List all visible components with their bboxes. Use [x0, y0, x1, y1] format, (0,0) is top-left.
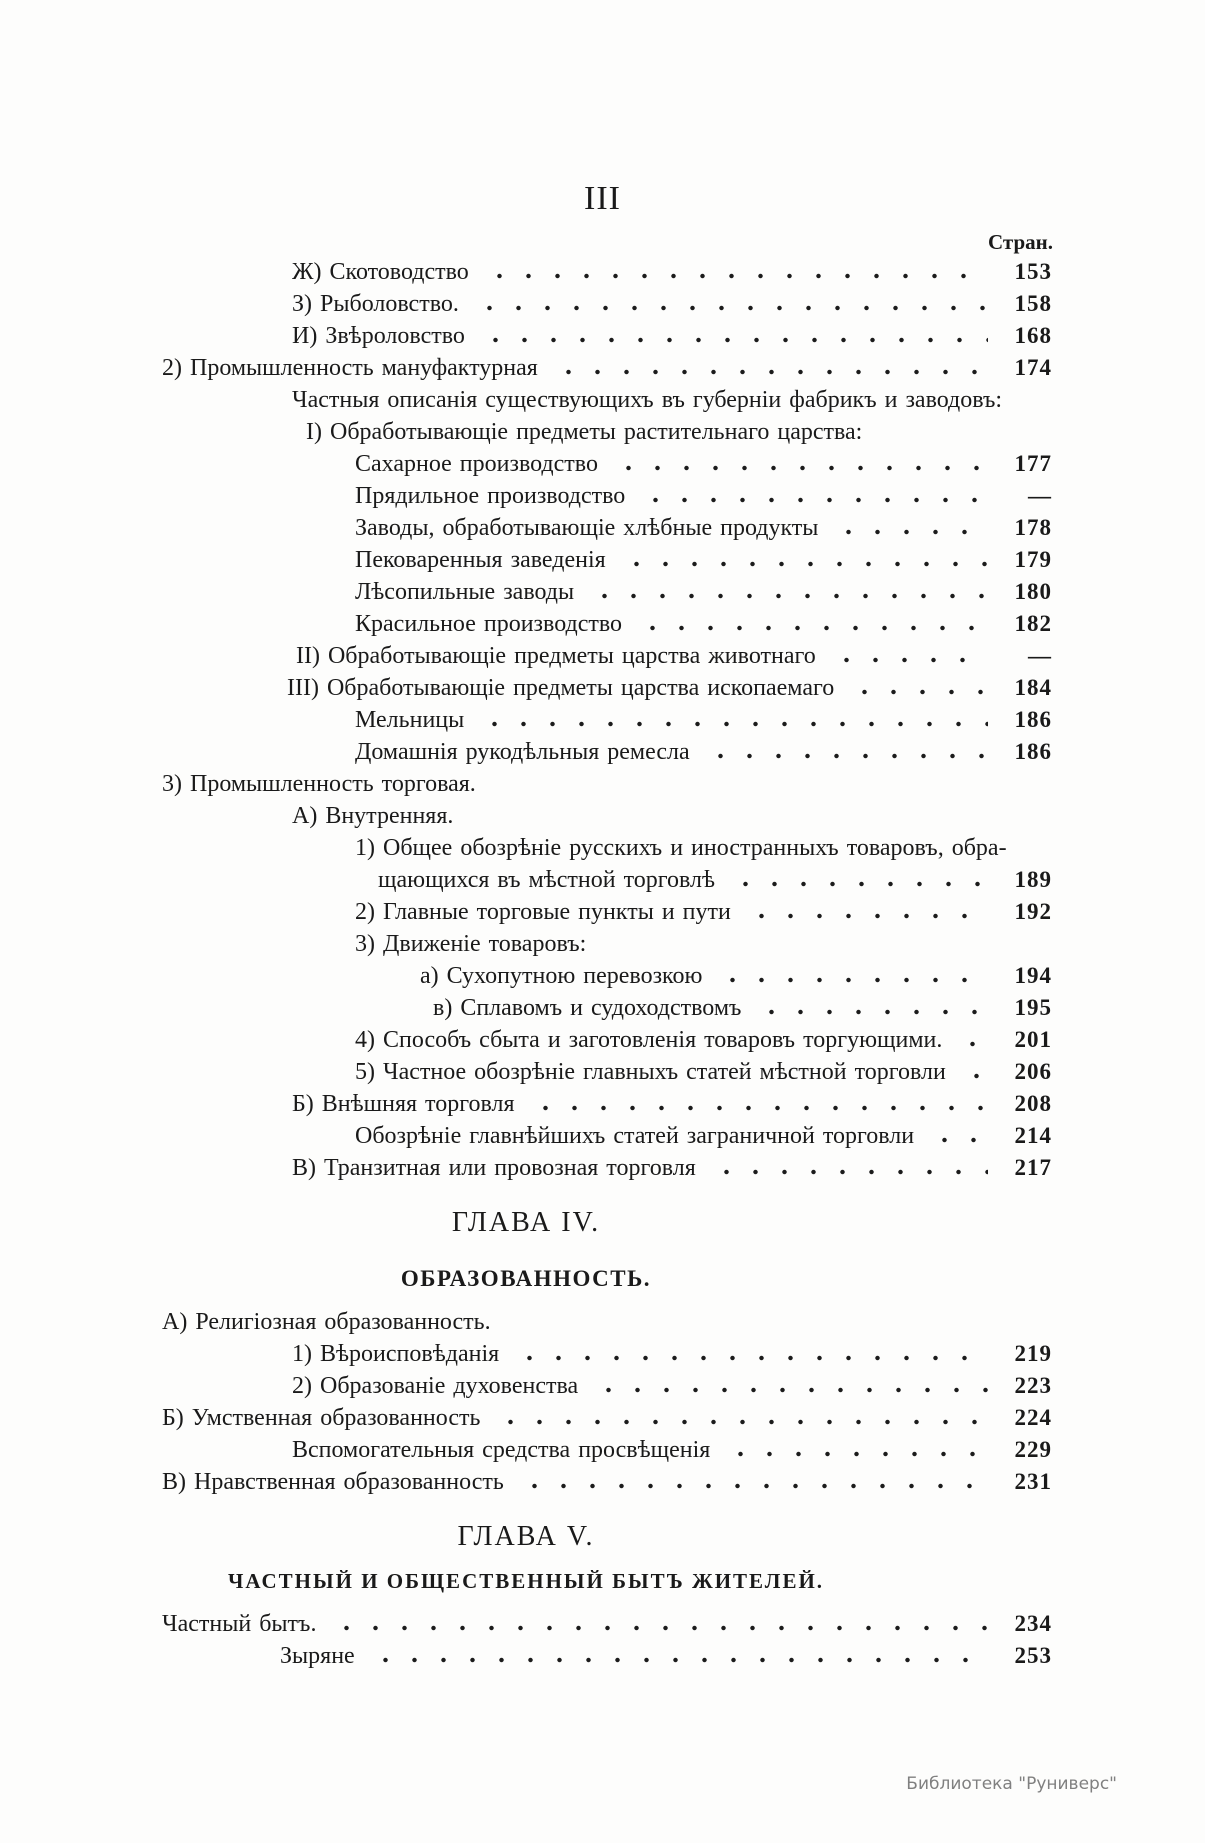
toc-row — [0, 1434, 1052, 1466]
page-number: 201 — [1014, 1027, 1052, 1052]
toc-row — [0, 1338, 1052, 1370]
toc-row — [0, 1640, 1052, 1672]
toc-entry-label: 3) Промышленность торговая. — [162, 771, 476, 797]
dot-leader — [328, 1608, 988, 1640]
dot-leader — [708, 1152, 988, 1184]
toc-row — [0, 1088, 1052, 1120]
toc-row — [0, 864, 1052, 896]
toc-entry-label: А) Религіозная образованность. — [162, 1309, 491, 1335]
dot-leader — [702, 736, 988, 768]
toc-entry-label: Вспомогательныя средства просвѣщенія — [292, 1437, 711, 1463]
toc-entry-label: 2) Промышленность мануфактурная — [162, 355, 538, 381]
toc-entry-label: Пековаренныя заведенія — [355, 547, 606, 573]
dot-leader — [492, 1402, 988, 1434]
dot-leader — [610, 448, 988, 480]
toc-entry-label: Б) Внѣшняя торговля — [292, 1091, 515, 1117]
toc-entry-label: Б) Умственная образованность — [162, 1405, 481, 1431]
page-number: — — [1028, 643, 1052, 668]
toc-entry-label: В) Транзитная или провозная торговля — [292, 1155, 696, 1181]
page-number: 253 — [1014, 1643, 1052, 1668]
page-number: 180 — [1014, 579, 1052, 604]
dot-leader — [477, 320, 988, 352]
toc-row — [0, 480, 1052, 512]
toc-entry-label: щающихся въ мѣстной торговлѣ — [378, 867, 716, 893]
toc-row — [0, 448, 1052, 480]
toc-entry-label: II) Обработывающіе предметы царства животнаго — [296, 643, 816, 669]
dot-leader — [511, 1338, 988, 1370]
dot-leader — [476, 704, 988, 736]
toc-row — [0, 512, 1052, 544]
toc-row — [0, 960, 1052, 992]
toc-entry-label: Заводы, обработывающіе хлѣбные продукты — [355, 515, 819, 541]
toc-row — [0, 544, 1052, 576]
page-number: 231 — [1014, 1469, 1052, 1494]
toc-row — [0, 736, 1052, 768]
toc-entry-label: Лѣсопильные заводы — [355, 579, 575, 605]
dot-leader — [958, 1056, 988, 1088]
toc-row — [0, 608, 1052, 640]
page-number: 192 — [1014, 899, 1052, 924]
page-number: 177 — [1014, 451, 1052, 476]
toc-entry-label: 4) Способъ сбыта и заготовленія товаровъ торгующими. — [355, 1027, 943, 1053]
page-number: 224 — [1014, 1405, 1052, 1430]
toc-entry-label: Частный бытъ. — [162, 1611, 317, 1637]
toc-row — [0, 1402, 1052, 1434]
toc-entry-label: Прядильное производство — [355, 483, 626, 509]
toc-row — [0, 576, 1052, 608]
toc-entry-label: И) Звѣроловство — [292, 323, 465, 349]
page-number: 186 — [1014, 739, 1052, 764]
toc-entry-label: 2) Образованіе духовенства — [292, 1373, 579, 1399]
page-column-header: Стран. — [988, 230, 1053, 254]
toc-entry-label: 1) Вѣроисповѣданія — [292, 1341, 500, 1367]
page-number: 153 — [1014, 259, 1052, 284]
section-heading: ЧАСТНЫЙ И ОБЩЕСТВЕННЫЙ БЫТЪ ЖИТЕЛЕЙ. — [227, 1569, 825, 1593]
toc-entry-label: А) Внутренняя. — [292, 803, 454, 829]
toc-entry-label: Сахарное производство — [355, 451, 598, 477]
toc-entry-label: Обозрѣніе главнѣйшихъ статей заграничной торговли — [355, 1123, 915, 1149]
toc-entry-label: З) Рыболовство. — [292, 291, 459, 317]
toc-entry-label: Ж) Скотоводство — [292, 259, 469, 285]
toc-row — [0, 352, 1052, 384]
page-number: 174 — [1014, 355, 1052, 380]
dot-leader — [590, 1370, 988, 1402]
toc-row — [0, 896, 1052, 928]
toc-row — [0, 1056, 1052, 1088]
page-number: 178 — [1014, 515, 1052, 540]
toc-entry-label: 2) Главные торговые пункты и пути — [355, 899, 731, 925]
page-number: — — [1028, 483, 1052, 508]
toc-entry-label: а) Сухопутною перевозкою — [420, 963, 703, 989]
toc-row — [0, 416, 1052, 448]
toc-row — [0, 1466, 1052, 1498]
dot-leader — [481, 256, 988, 288]
toc-row — [0, 1306, 1052, 1338]
dot-leader — [637, 480, 988, 512]
toc-row — [0, 832, 1052, 864]
chapter-heading: ГЛАВА IV. — [451, 1207, 601, 1238]
toc-row — [0, 928, 1052, 960]
toc-entry-label: Красильное производство — [355, 611, 623, 637]
toc-row — [0, 1120, 1052, 1152]
toc-entry-label: В) Нравственная образованность — [162, 1469, 504, 1495]
toc-entry-label: Частныя описанія существующихъ въ губерніи фабрикъ и заводовъ: — [292, 387, 1003, 413]
dot-leader — [714, 960, 988, 992]
toc-row — [0, 256, 1052, 288]
dot-leader — [722, 1434, 988, 1466]
toc-entry-label: 1) Общее обозрѣніе русскихъ и иностранныхъ товаровъ, обра- — [355, 835, 1007, 861]
page-number: 208 — [1014, 1091, 1052, 1116]
toc-row — [0, 640, 1052, 672]
toc-row — [0, 704, 1052, 736]
toc-row — [0, 320, 1052, 352]
toc-entry-label: Мельницы — [355, 707, 465, 733]
page-number: 186 — [1014, 707, 1052, 732]
dot-leader — [550, 352, 988, 384]
toc-entry-label: I) Обработывающіе предметы растительнаго царства: — [306, 419, 863, 445]
page-number: 179 — [1014, 547, 1052, 572]
dot-leader — [586, 576, 988, 608]
library-watermark: Библиотека "Руниверс" — [906, 1774, 1117, 1794]
dot-leader — [828, 640, 988, 672]
page-number: 223 — [1014, 1373, 1052, 1398]
page-number: 229 — [1014, 1437, 1052, 1462]
dot-leader — [846, 672, 988, 704]
toc-entry-label: 5) Частное обозрѣніе главныхъ статей мѣстной торговли — [355, 1059, 946, 1085]
toc-entry-label: в) Сплавомъ и судоходствомъ — [433, 995, 742, 1021]
page-folio: III — [584, 180, 621, 217]
dot-leader — [618, 544, 988, 576]
chapter-heading: ГЛАВА V. — [457, 1521, 595, 1552]
toc-list — [0, 256, 1052, 1672]
dot-leader — [471, 288, 988, 320]
dot-leader — [527, 1088, 988, 1120]
toc-row — [0, 672, 1052, 704]
dot-leader — [634, 608, 988, 640]
dot-leader — [516, 1466, 988, 1498]
page-number: 219 — [1014, 1341, 1052, 1366]
toc-row — [0, 1608, 1052, 1640]
page-number: 217 — [1014, 1155, 1052, 1180]
toc-row — [0, 288, 1052, 320]
dot-leader — [743, 896, 988, 928]
toc-row — [0, 1152, 1052, 1184]
toc-row — [0, 1370, 1052, 1402]
dot-leader — [830, 512, 988, 544]
page-number: 168 — [1014, 323, 1052, 348]
page-number: 158 — [1014, 291, 1052, 316]
page-number: 189 — [1014, 867, 1052, 892]
page-number: 214 — [1014, 1123, 1052, 1148]
toc-entry-label: III) Обработывающіе предметы царства ископаемаго — [287, 675, 835, 701]
toc-row — [0, 1024, 1052, 1056]
toc-entry-label: Зыряне — [280, 1643, 355, 1669]
toc-row — [0, 768, 1052, 800]
dot-leader — [954, 1024, 988, 1056]
toc-row — [0, 992, 1052, 1024]
toc-row — [0, 800, 1052, 832]
section-heading: ОБРАЗОВАННОСТЬ. — [400, 1266, 652, 1291]
toc-row — [0, 384, 1052, 416]
toc-entry-label: 3) Движеніе товаровъ: — [355, 931, 587, 957]
dot-leader — [367, 1640, 988, 1672]
page-number: 206 — [1014, 1059, 1052, 1084]
page-number: 184 — [1014, 675, 1052, 700]
page-number: 182 — [1014, 611, 1052, 636]
page-number: 234 — [1014, 1611, 1052, 1636]
dot-leader — [926, 1120, 988, 1152]
page-number: 194 — [1014, 963, 1052, 988]
dot-leader — [753, 992, 988, 1024]
page-number: 195 — [1014, 995, 1052, 1020]
dot-leader — [727, 864, 988, 896]
toc-entry-label: Домашнія рукодѣльныя ремесла — [355, 739, 690, 765]
